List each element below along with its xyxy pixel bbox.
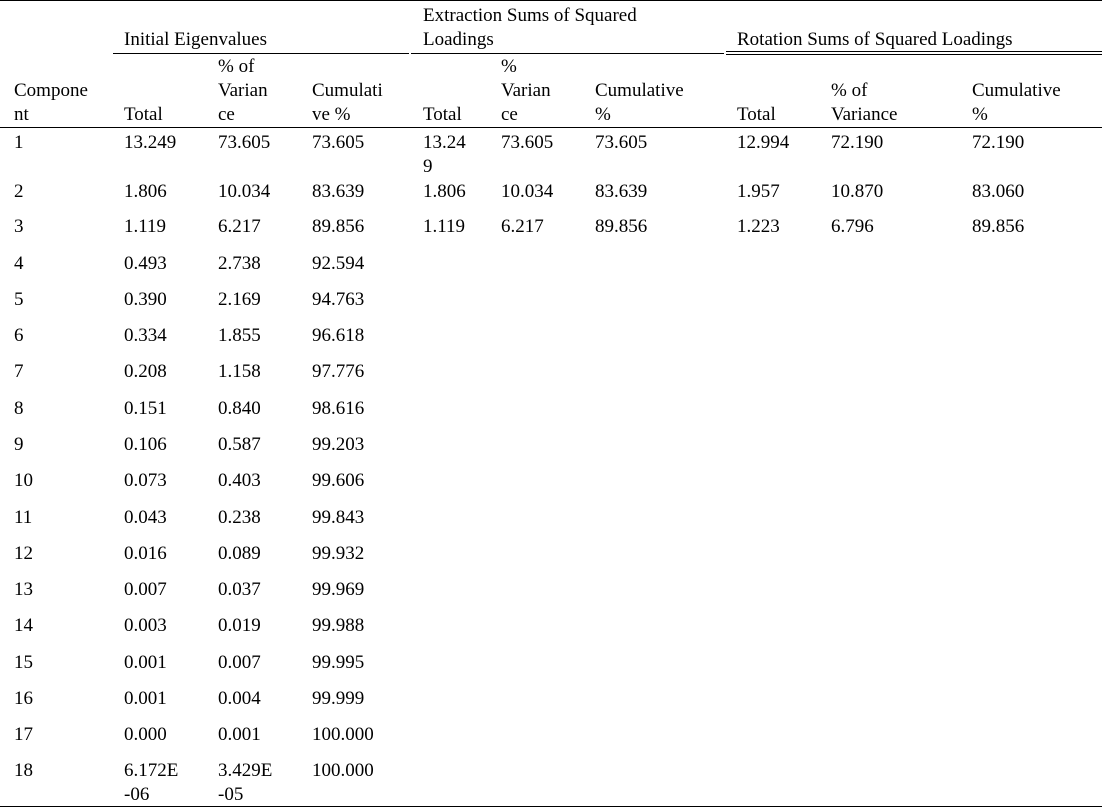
table-cell-init-cum: 97.776 — [312, 361, 365, 382]
group-header-extraction-line1: Extraction Sums of Squared — [423, 5, 637, 26]
table-cell-init-pct: 10.034 — [218, 181, 271, 202]
table-cell-init-pct: 0.089 — [218, 543, 261, 564]
table-cell-init-total: 0.043 — [124, 507, 167, 528]
column-header-component-line2: nt — [14, 104, 29, 125]
table-cell-init-cum: 94.763 — [312, 289, 365, 310]
table-cell-ext-cum: 83.639 — [595, 181, 648, 202]
table-cell-component: 14 — [14, 615, 33, 636]
table-cell-init-pct: 0.587 — [218, 434, 261, 455]
table-cell-init-total: 0.073 — [124, 470, 167, 491]
table-cell-init-pct: 3.429E -05 — [218, 760, 273, 805]
table-cell-ext-total: 1.806 — [423, 181, 466, 202]
column-header-init-pct-line1: % of — [218, 56, 255, 77]
table-cell-init-pct: 1.855 — [218, 325, 261, 346]
column-header-ext-cum-line2: % — [595, 104, 611, 125]
table-cell-ext-cum: 73.605 — [595, 132, 648, 153]
table-cell-init-total: 0.001 — [124, 652, 167, 673]
table-cell-rot-pct: 10.870 — [831, 181, 884, 202]
table-cell-init-total: 0.151 — [124, 398, 167, 419]
table-cell-init-pct: 0.019 — [218, 615, 261, 636]
column-header-init-total-line1: Total — [124, 104, 163, 125]
table-cell-component: 9 — [14, 434, 24, 455]
table-cell-component: 10 — [14, 470, 33, 491]
table-cell-rot-pct: 72.190 — [831, 132, 884, 153]
table-cell-rot-total: 1.223 — [737, 216, 780, 237]
table-cell-component: 3 — [14, 216, 24, 237]
table-cell-component: 15 — [14, 652, 33, 673]
column-header-ext-cum-line1: Cumulative — [595, 80, 684, 101]
table-cell-init-pct: 0.238 — [218, 507, 261, 528]
table-cell-component: 4 — [14, 253, 24, 274]
table-cell-rot-cum: 89.856 — [972, 216, 1025, 237]
table-cell-init-total: 0.390 — [124, 289, 167, 310]
table-cell-init-cum: 99.843 — [312, 507, 365, 528]
initial-group-rule — [113, 53, 409, 54]
table-cell-component: 8 — [14, 398, 24, 419]
table-cell-init-cum: 99.999 — [312, 688, 365, 709]
table-cell-init-pct: 0.403 — [218, 470, 261, 491]
table-cell-init-total: 0.208 — [124, 361, 167, 382]
column-header-init-pct-line2: Varian — [218, 80, 268, 101]
table-cell-init-cum: 96.618 — [312, 325, 365, 346]
table-cell-component: 5 — [14, 289, 24, 310]
table-cell-init-total: 1.119 — [124, 216, 167, 237]
group-header-extraction-line2: Loadings — [423, 29, 494, 50]
column-header-init-cum-line2: ve % — [312, 104, 351, 125]
table-cell-init-pct: 0.004 — [218, 688, 261, 709]
table-cell-init-cum: 99.203 — [312, 434, 365, 455]
table-cell-ext-pct: 73.605 — [501, 132, 554, 153]
table-cell-component: 18 — [14, 760, 33, 781]
table-cell-init-pct: 2.738 — [218, 253, 261, 274]
table-cell-init-cum: 73.605 — [312, 132, 365, 153]
table-cell-rot-total: 1.957 — [737, 181, 780, 202]
table-cell-init-pct: 73.605 — [218, 132, 271, 153]
column-header-rot-total-line1: Total — [737, 104, 776, 125]
table-cell-init-total: 0.106 — [124, 434, 167, 455]
group-header-rotation: Rotation Sums of Squared Loadings — [737, 29, 1013, 50]
column-header-init-pct-line3: ce — [218, 104, 235, 125]
table-cell-component: 1 — [14, 132, 24, 153]
column-header-rot-cum-line1: Cumulative — [972, 80, 1061, 101]
column-header-ext-pct-line2: Varian — [501, 80, 551, 101]
table-cell-component: 12 — [14, 543, 33, 564]
extraction-group-rule — [411, 53, 724, 54]
column-header-init-cum-line1: Cumulati — [312, 80, 383, 101]
table-cell-init-pct: 0.037 — [218, 579, 261, 600]
table-cell-init-cum: 89.856 — [312, 216, 365, 237]
table-cell-init-pct: 2.169 — [218, 289, 261, 310]
table-cell-component: 13 — [14, 579, 33, 600]
table-cell-ext-total: 1.119 — [423, 216, 466, 237]
table-cell-rot-total: 12.994 — [737, 132, 790, 153]
table-cell-init-total: 0.334 — [124, 325, 167, 346]
table-cell-rot-cum: 83.060 — [972, 181, 1025, 202]
table-cell-component: 11 — [14, 507, 33, 528]
table-cell-ext-pct: 10.034 — [501, 181, 554, 202]
table-cell-rot-pct: 6.796 — [831, 216, 874, 237]
column-header-ext-total-line1: Total — [423, 104, 462, 125]
table-cell-ext-cum: 89.856 — [595, 216, 648, 237]
table-cell-ext-pct: 6.217 — [501, 216, 544, 237]
table-cell-component: 17 — [14, 724, 33, 745]
column-header-rot-cum-line2: % — [972, 104, 988, 125]
table-cell-init-cum: 92.594 — [312, 253, 365, 274]
table-cell-init-cum: 98.616 — [312, 398, 365, 419]
table-cell-init-total: 0.000 — [124, 724, 167, 745]
column-header-rot-pct-line1: % of — [831, 80, 868, 101]
table-cell-init-pct: 1.158 — [218, 361, 261, 382]
column-header-component-line1: Compone — [14, 80, 88, 101]
table-cell-init-pct: 0.001 — [218, 724, 261, 745]
table-cell-init-total: 6.172E -06 — [124, 760, 179, 805]
table-cell-init-total: 0.003 — [124, 615, 167, 636]
table-cell-init-cum: 99.995 — [312, 652, 365, 673]
table-cell-init-cum: 83.639 — [312, 181, 365, 202]
column-header-rot-pct-line2: Variance — [831, 104, 898, 125]
table-cell-init-cum: 100.000 — [312, 760, 374, 781]
table-cell-init-total: 0.016 — [124, 543, 167, 564]
group-header-initial: Initial Eigenvalues — [124, 29, 267, 50]
column-header-ext-pct-line1: % — [501, 56, 517, 77]
table-cell-component: 6 — [14, 325, 24, 346]
table-cell-init-total: 0.493 — [124, 253, 167, 274]
table-cell-init-total: 0.007 — [124, 579, 167, 600]
column-header-ext-pct-line3: ce — [501, 104, 518, 125]
table-cell-component: 7 — [14, 361, 24, 382]
table-cell-component: 2 — [14, 181, 24, 202]
table-cell-init-cum: 99.969 — [312, 579, 365, 600]
table-cell-init-cum: 99.988 — [312, 615, 365, 636]
header-bottom-rule — [0, 127, 1102, 128]
table-cell-init-cum: 99.606 — [312, 470, 365, 491]
table-cell-init-cum: 99.932 — [312, 543, 365, 564]
table-cell-init-pct: 0.840 — [218, 398, 261, 419]
table-cell-rot-cum: 72.190 — [972, 132, 1025, 153]
table-cell-init-pct: 0.007 — [218, 652, 261, 673]
table-cell-init-pct: 6.217 — [218, 216, 261, 237]
table-cell-init-total: 0.001 — [124, 688, 167, 709]
table-cell-init-total: 13.249 — [124, 132, 177, 153]
table-cell-init-total: 1.806 — [124, 181, 167, 202]
table-cell-ext-total: 13.24 9 — [423, 132, 466, 177]
table-cell-init-cum: 100.000 — [312, 724, 374, 745]
table-cell-component: 16 — [14, 688, 33, 709]
rotation-group-rule-second — [726, 54, 1102, 55]
top-rule — [0, 0, 1102, 1]
